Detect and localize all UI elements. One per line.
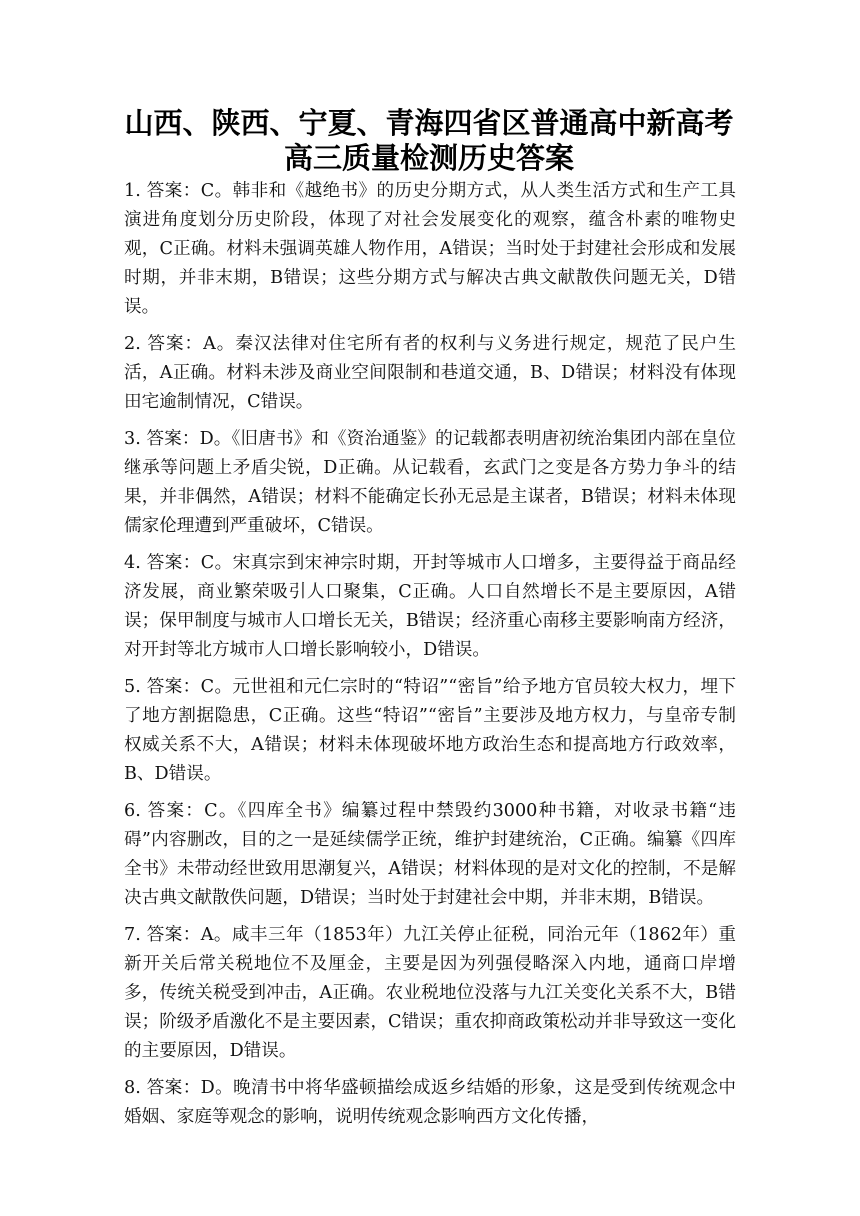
answer-item-3: 3. 答案：D。《旧唐书》和《资治通鉴》的记载都表明唐初统治集团内部在皇位继承等问题上矛盾尖锐，D正确。从记载看，玄武门之变是各方势力争斗的结果，并非偶然，A错误；材料不能确定长孙无忌是主谋者，B错误；材料未体现儒家伦理遭到严重破坏，C错误。 (124, 429, 736, 536)
answer-item-1: 1. 答案：C。韩非和《越绝书》的历史分期方式，从人类生活方式和生产工具演进角度划分历史阶段，体现了对社会发展变化的观察，蕴含朴素的唯物史观，C正确。材料未强调英雄人物作用，A错误；当时处于封建社会形成和发展时期，并非末期，B错误；这些分期方式与解决古典文献散佚问题无关，D错误。 (124, 181, 736, 317)
answer-item-5: 5. 答案：C。元世祖和元仁宗时的“特诏”“密旨”给予地方官员较大权力，埋下了地方割据隐患，C正确。这些“特诏”“密旨”主要涉及地方权力，与皇帝专制权威关系不大，A错误；材料未体现破坏地方政治生态和提高地方行政效率，B、D错误。 (124, 677, 736, 784)
answer-item-4: 4. 答案：C。宋真宗到宋神宗时期，开封等城市人口增多，主要得益于商品经济发展，商业繁荣吸引人口聚集，C正确。人口自然增长不是主要原因，A错误；保甲制度与城市人口增长无关，B错误；经济重心南移主要影响南方经济，对开封等北方城市人口增长影响较小，D错误。 (124, 553, 736, 660)
answer-item-2: 2. 答案：A。秦汉法律对住宅所有者的权利与义务进行规定，规范了民户生活，A正确。材料未涉及商业空间限制和巷道交通，B、D错误；材料没有体现田宅逾制情况，C错误。 (124, 334, 736, 412)
document-title: 山西、陕西、宁夏、青海四省区普通高中新高考高三质量检测历史答案 (124, 106, 734, 175)
answer-item-7: 7. 答案：A。咸丰三年（1853年）九江关停止征税，同治元年（1862年）重新开关后常关税地位不及厘金，主要是因为列强侵略深入内地，通商口岸增多，传统关税受到冲击，A正确。农业税地位没落与九江关变化关系不大，B错误；阶级矛盾激化不是主要因素，C错误；重农抑商政策松动并非导致这一变化的主要原因，D错误。 (124, 925, 736, 1061)
answer-item-8: 8. 答案：D。晚清书中将华盛顿描绘成返乡结婚的形象，这是受到传统观念中婚姻、家庭等观念的影响，说明传统观念影响西方文化传播， (124, 1078, 736, 1127)
answer-list (124, 177, 736, 1140)
answer-item-6: 6. 答案：C。《四库全书》编纂过程中禁毁约3000种书籍，对收录书籍“违碍”内容删改，目的之一是延续儒学正统，维护封建统治，C正确。编纂《四库全书》未带动经世致用思潮复兴，A错误；材料体现的是对文化的控制，不是解决古典文献散佚问题，D错误；当时处于封建社会中期，并非末期，B错误。 (124, 801, 736, 908)
